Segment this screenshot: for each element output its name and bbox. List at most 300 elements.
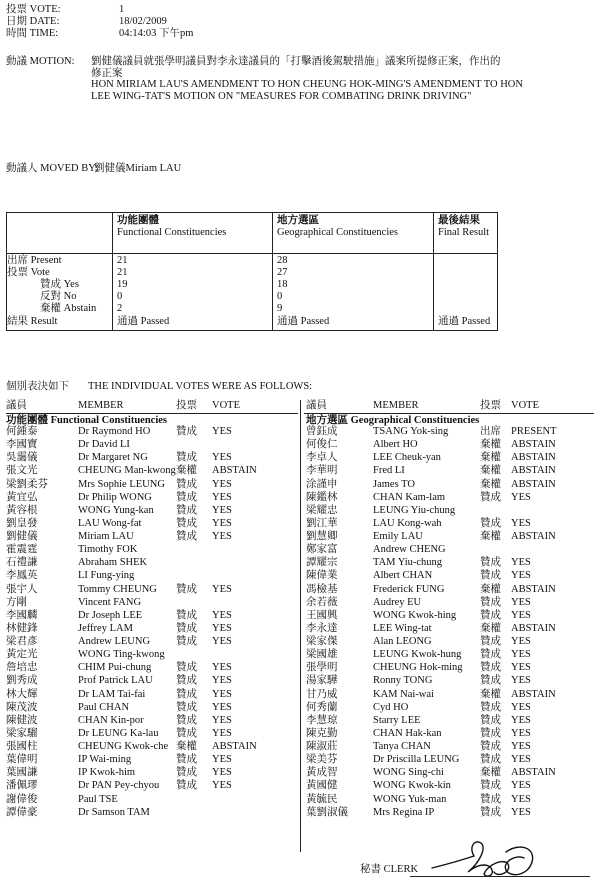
member-row [6,636,296,649]
cell-value: 0 [117,291,123,302]
member-name-en: Andrew CHENG [373,544,446,556]
member-vote-en: YES [511,636,531,647]
col-head-final-zh: 最後結果 [438,215,480,226]
member-name-en: WONG Yuk-man [373,793,447,805]
table-divider [433,213,434,330]
member-name-en: LAU Kong-wah [373,517,442,529]
motion-line: 修正案 [91,67,123,79]
member-name-zh: 何鍾泰 [6,426,38,437]
member-row [306,570,594,583]
result-geographical: 通過 Passed [277,316,330,327]
member-name-zh: 林大輝 [6,688,38,700]
member-name-zh: 陳淑莊 [306,741,338,752]
member-name-en: CHEUNG Man-kwong [78,465,176,477]
member-name-zh: 李國麟 [6,609,38,621]
member-name-en: Frederick FUNG [373,583,445,595]
time-value: 04:14:03 下午pm [119,28,194,39]
member-name-en: LI Fung-ying [78,570,135,582]
member-row [306,636,594,649]
member-vote-zh: 贊成 [176,583,197,595]
member-vote-zh: 贊成 [480,727,501,739]
row-label-yes: 贊成 Yes [40,279,79,290]
cell-value: 21 [117,255,128,266]
clerk-signature [428,834,548,882]
member-en-header: MEMBER [373,400,419,411]
member-name-en: Dr David LI [78,439,130,451]
member-name-zh: 謝偉俊 [6,793,38,805]
vote-label: 投票 VOTE: [6,4,61,15]
member-vote-zh: 贊成 [480,701,501,713]
member-name-en: Dr Philip WONG [78,491,152,503]
member-row [6,570,296,583]
member-vote-en: YES [511,714,531,726]
member-name-zh: 吳靄儀 [6,452,38,464]
member-name-en: WONG Kwok-hing [373,609,457,621]
group-functional-en: Functional Constituencies [50,415,168,426]
member-row [6,439,296,452]
member-name-en: WONG Ting-kwong [78,649,165,661]
member-row [6,767,296,780]
member-name-en: Dr PAN Pey-chyou [78,780,160,792]
member-name-en: Dr Samson TAM [78,806,150,818]
member-name-en: Jeffrey LAM [78,622,133,634]
member-name-en: CHAN Kam-lam [373,491,446,503]
member-name-zh: 黃毓民 [306,793,338,805]
member-row [306,531,594,544]
member-name-en: IP Kwok-him [78,767,136,779]
date-value: 18/02/2009 [119,16,167,27]
member-row [6,702,296,715]
member-row [306,492,594,505]
table-divider [7,253,497,254]
member-name-en: LEE Cheuk-yan [373,452,441,464]
member-row [306,505,594,518]
member-name-zh: 石禮謙 [6,557,38,569]
member-row [306,794,594,807]
member-row [6,584,296,597]
member-name-zh: 譚耀宗 [306,557,338,569]
member-row [6,689,296,702]
member-name-en: Andrew LEUNG [78,636,151,647]
member-name-zh: 葉劉淑儀 [306,806,348,818]
member-vote-en: YES [212,754,232,766]
member-vote-zh: 棄權 [480,531,501,542]
member-vote-en: YES [212,780,232,792]
group-geographical-zh: 地方選區 [306,415,348,426]
member-vote-zh: 棄權 [480,767,501,779]
member-vote-zh: 贊成 [480,806,501,818]
member-vote-en: YES [511,675,531,687]
vote-en-header: VOTE [212,400,240,411]
member-vote-zh: 贊成 [480,596,501,608]
group-geographical-en: Geographical Constituencies [350,415,480,426]
member-vote-en: YES [511,754,531,766]
member-row [306,584,594,597]
member-name-zh: 湯家驊 [306,675,338,687]
member-name-en: Fred LI [373,465,405,477]
cell-value: 19 [117,279,128,290]
member-vote-en: YES [212,426,232,437]
member-row [6,452,296,465]
member-row [306,741,594,754]
member-row [6,518,296,531]
member-row [6,610,296,623]
intro-zh: 個別表決如下 [6,381,69,392]
member-name-en: Emily LAU [373,531,423,542]
cell-value: 21 [117,267,128,278]
member-name-en: CHAN Hak-kan [373,727,442,739]
member-name-zh: 何秀蘭 [306,701,338,713]
member-name-en: WONG Yung-kan [78,504,154,516]
member-name-zh: 黃容根 [6,504,38,516]
member-row [306,689,594,702]
member-name-zh: 梁君彥 [6,636,38,647]
member-vote-en: ABSTAIN [511,767,556,779]
member-vote-zh: 棄權 [176,465,197,477]
member-row [306,715,594,728]
member-vote-en: YES [511,609,531,621]
cell-value: 28 [277,255,288,266]
member-name-zh: 梁國雄 [306,649,338,661]
member-name-en: TAM Yiu-chung [373,557,443,569]
member-name-en: LEUNG Kwok-hung [373,649,462,661]
moved-by-value: 劉健儀Miriam LAU [94,163,182,174]
member-vote-zh: 贊成 [176,767,197,779]
member-vote-en: YES [212,622,232,634]
member-row [306,518,594,531]
member-name-en: LEE Wing-tat [373,622,432,634]
member-vote-en: YES [511,662,531,674]
col-head-final-en: Final Result [438,227,490,238]
member-row [6,531,296,544]
member-row [306,597,594,610]
member-vote-en: YES [511,701,531,713]
member-vote-zh: 贊成 [480,714,501,726]
member-name-en: Paul TSE [78,793,118,805]
member-name-en: Cyd HO [373,701,409,713]
member-vote-en: ABSTAIN [511,452,556,464]
member-vote-zh: 棄權 [480,583,501,595]
member-name-en: CHIM Pui-chung [78,662,152,674]
member-name-en: Timothy FOK [78,544,138,556]
member-vote-zh: 棄權 [480,622,501,634]
member-name-en: KAM Nai-wai [373,688,434,700]
member-en-header: MEMBER [78,400,124,411]
clerk-signature-line [410,876,590,877]
vote-value: 1 [119,4,125,15]
member-row [6,479,296,492]
member-name-zh: 張宇人 [6,583,38,595]
member-row [6,557,296,570]
member-name-zh: 劉江華 [306,517,338,529]
member-vote-en: ABSTAIN [511,688,556,700]
member-vote-en: ABSTAIN [511,622,556,634]
member-row [306,557,594,570]
member-vote-en: YES [212,504,232,516]
member-name-en: IP Wai-ming [78,754,132,766]
member-vote-zh: 棄權 [480,439,501,451]
member-vote-en: ABSTAIN [511,583,556,595]
member-name-en: Dr LAM Tai-fai [78,688,146,700]
member-vote-en: YES [212,517,232,529]
member-vote-en: YES [511,596,531,608]
member-name-en: Albert CHAN [373,570,433,582]
member-name-en: Mrs Regina IP [373,806,435,818]
member-vote-zh: 贊成 [176,426,197,437]
member-row [6,728,296,741]
member-name-zh: 涂謹申 [306,478,338,490]
motion-text [91,56,596,102]
member-vote-zh: 棄權 [480,688,501,700]
geographical-member-list [306,426,594,820]
member-vote-zh: 贊成 [176,504,197,516]
member-name-zh: 葉偉明 [6,754,38,766]
member-vote-zh: 贊成 [176,517,197,529]
moved-by-row [6,163,182,175]
member-name-en: Prof Patrick LAU [78,675,153,687]
member-row [6,754,296,767]
member-vote-en: YES [212,701,232,713]
member-vote-en: YES [511,517,531,529]
member-vote-zh: 贊成 [176,714,197,726]
member-vote-zh: 贊成 [176,609,197,621]
member-vote-zh: 贊成 [480,754,501,766]
member-name-en: Dr Raymond HO [78,426,151,437]
member-name-zh: 詹培忠 [6,662,38,674]
member-vote-zh: 贊成 [480,780,501,792]
vote-en-header: VOTE [511,400,539,411]
member-name-zh: 林健鋒 [6,622,38,634]
member-row [6,662,296,675]
group-functional-zh: 功能團體 [6,415,48,426]
member-name-en: Abraham SHEK [78,557,148,569]
member-name-en: Dr Priscilla LEUNG [373,754,460,766]
member-vote-en: YES [212,688,232,700]
member-name-zh: 鄭家富 [306,544,338,556]
member-name-en: Albert HO [373,439,418,451]
cell-value: 18 [277,279,288,290]
member-zh-header: 議員 [6,400,27,411]
member-name-zh: 張國柱 [6,741,38,752]
member-vote-en: YES [511,491,531,503]
member-vote-zh: 贊成 [176,688,197,700]
member-vote-zh: 贊成 [176,636,197,647]
member-row [6,597,296,610]
row-label-abstain: 棄權 Abstain [40,303,97,314]
member-name-en: TSANG Yok-sing [373,426,449,437]
result-functional: 通過 Passed [117,316,170,327]
member-name-en: Tommy CHEUNG [78,583,157,595]
member-name-en: Mrs Sophie LEUNG [78,478,165,490]
member-row [6,492,296,505]
member-name-zh: 陳健波 [6,714,38,726]
member-row [306,649,594,662]
member-vote-zh: 棄權 [176,741,197,752]
member-row [306,754,594,767]
vote-zh-header: 投票 [176,400,197,411]
date-label: 日期 DATE: [6,16,60,27]
member-name-en: James TO [373,478,415,490]
member-name-zh: 張學明 [306,662,338,674]
member-name-en: Audrey EU [373,596,422,608]
member-name-zh: 劉皇發 [6,517,38,529]
member-name-en: Dr Margaret NG [78,452,148,464]
member-row [306,439,594,452]
member-name-zh: 李鳳英 [6,570,38,582]
col-head-functional-zh: 功能團體 [117,215,159,226]
member-vote-zh: 贊成 [176,727,197,739]
member-vote-en: YES [212,531,232,542]
member-name-zh: 陳鑑林 [306,491,338,503]
member-name-en: CHAN Kin-por [78,714,144,726]
member-vote-en: YES [212,491,232,503]
member-name-zh: 黃定光 [6,649,38,661]
member-vote-en: YES [511,806,531,818]
member-name-en: WONG Kwok-kin [373,780,451,792]
member-vote-en: YES [511,570,531,582]
member-row [6,675,296,688]
member-row [6,649,296,662]
member-zh-header: 議員 [306,400,327,411]
member-name-zh: 梁劉柔芬 [6,478,48,490]
member-name-en: CHEUNG Kwok-che [78,741,169,752]
member-name-zh: 陳克勤 [306,727,338,739]
member-vote-en: YES [212,636,232,647]
member-row [306,767,594,780]
member-row [306,662,594,675]
individual-votes-intro [6,381,313,393]
member-name-zh: 梁家騮 [6,727,38,739]
intro-en: THE INDIVIDUAL VOTES WERE AS FOLLOWS: [88,381,313,392]
member-row [6,794,296,807]
member-name-zh: 黃宜弘 [6,491,38,503]
member-vote-en: YES [511,727,531,739]
member-row [306,465,594,478]
member-name-zh: 陳偉業 [306,570,338,582]
member-vote-en: YES [212,727,232,739]
member-name-zh: 王國興 [306,609,338,621]
member-vote-en: ABSTAIN [511,465,556,477]
row-label-no: 反對 No [40,291,77,302]
member-vote-zh: 贊成 [176,675,197,687]
member-vote-en: ABSTAIN [511,531,556,542]
member-vote-en: YES [511,793,531,805]
member-name-zh: 黃成智 [306,767,338,779]
member-vote-zh: 贊成 [480,662,501,674]
member-name-en: WONG Sing-chi [373,767,444,779]
member-name-zh: 黃國健 [306,780,338,792]
member-vote-zh: 贊成 [480,609,501,621]
motion-line: LEE WING-TAT'S MOTION ON "MEASURES FOR COMBATING DRINK DRIVING" [91,90,472,102]
summary-table [6,212,498,331]
member-name-zh: 霍震霆 [6,544,38,556]
member-vote-zh: 贊成 [480,636,501,647]
member-vote-en: YES [511,649,531,661]
member-name-zh: 張文光 [6,465,38,477]
member-vote-en: YES [212,583,232,595]
member-row [6,465,296,478]
member-row [6,741,296,754]
column-divider [300,400,301,852]
member-name-zh: 馮檢基 [306,583,338,595]
row-label-vote: 投票 Vote [7,267,50,278]
member-name-en: Ronny TONG [373,675,433,687]
member-row [306,807,594,820]
motion-label: 動議 MOTION: [6,56,75,67]
member-vote-en: YES [511,741,531,752]
member-vote-en: YES [212,609,232,621]
member-row [306,675,594,688]
member-row [306,426,594,439]
member-vote-zh: 贊成 [480,649,501,661]
member-name-zh: 李永達 [306,622,338,634]
member-name-zh: 李國寶 [6,439,38,451]
cell-value: 2 [117,303,123,314]
member-vote-zh: 贊成 [176,662,197,674]
member-vote-zh: 贊成 [176,531,197,542]
member-name-zh: 李華明 [306,465,338,477]
time-label: 時間 TIME: [6,28,59,39]
member-vote-zh: 贊成 [176,754,197,766]
member-row [6,426,296,439]
member-vote-en: PRESENT [511,426,557,437]
member-name-en: LEUNG Yiu-chung [373,504,456,516]
member-row [6,807,296,820]
table-divider [112,213,113,330]
member-vote-zh: 棄權 [480,452,501,464]
member-row [306,479,594,492]
member-name-en: LAU Wong-fat [78,517,142,529]
member-vote-en: ABSTAIN [511,478,556,490]
member-name-en: Alan LEONG [373,636,432,647]
member-name-zh: 梁耀忠 [306,504,338,516]
member-vote-zh: 贊成 [176,622,197,634]
member-vote-zh: 贊成 [480,557,501,569]
member-row [306,780,594,793]
member-vote-zh: 贊成 [176,478,197,490]
member-vote-en: ABSTAIN [511,439,556,451]
member-vote-zh: 贊成 [176,491,197,503]
motion-line: HON MIRIAM LAU'S AMENDMENT TO HON CHEUNG HOK-MING'S AMENDMENT TO HON [91,79,523,90]
member-vote-zh: 贊成 [480,675,501,687]
member-name-en: CHEUNG Hok-ming [373,662,463,674]
member-name-en: Starry LEE [373,714,421,726]
member-vote-en: ABSTAIN [212,465,257,477]
member-vote-en: YES [212,452,232,464]
functional-member-list [6,426,296,820]
member-name-zh: 譚偉豪 [6,806,38,818]
member-row [6,623,296,636]
member-name-zh: 方剛 [6,596,27,608]
member-name-zh: 何俊仁 [306,439,338,451]
cell-value: 27 [277,267,288,278]
member-vote-zh: 出席 [480,426,501,437]
member-vote-zh: 棄權 [480,465,501,477]
member-name-zh: 李卓人 [306,452,338,464]
member-vote-en: YES [511,557,531,569]
member-name-zh: 劉健儀 [6,531,38,542]
member-row [306,623,594,636]
col-head-geographical-en: Geographical Constituencies [277,227,399,238]
member-name-en: Vincent FANG [78,596,142,608]
member-vote-en: YES [511,780,531,792]
member-vote-zh: 贊成 [480,570,501,582]
col-head-functional-en: Functional Constituencies [117,227,227,238]
member-name-en: Dr LEUNG Ka-lau [78,727,159,739]
member-name-zh: 李慧琼 [306,714,338,726]
row-label-present: 出席 Present [7,255,62,266]
cell-value: 9 [277,303,283,314]
